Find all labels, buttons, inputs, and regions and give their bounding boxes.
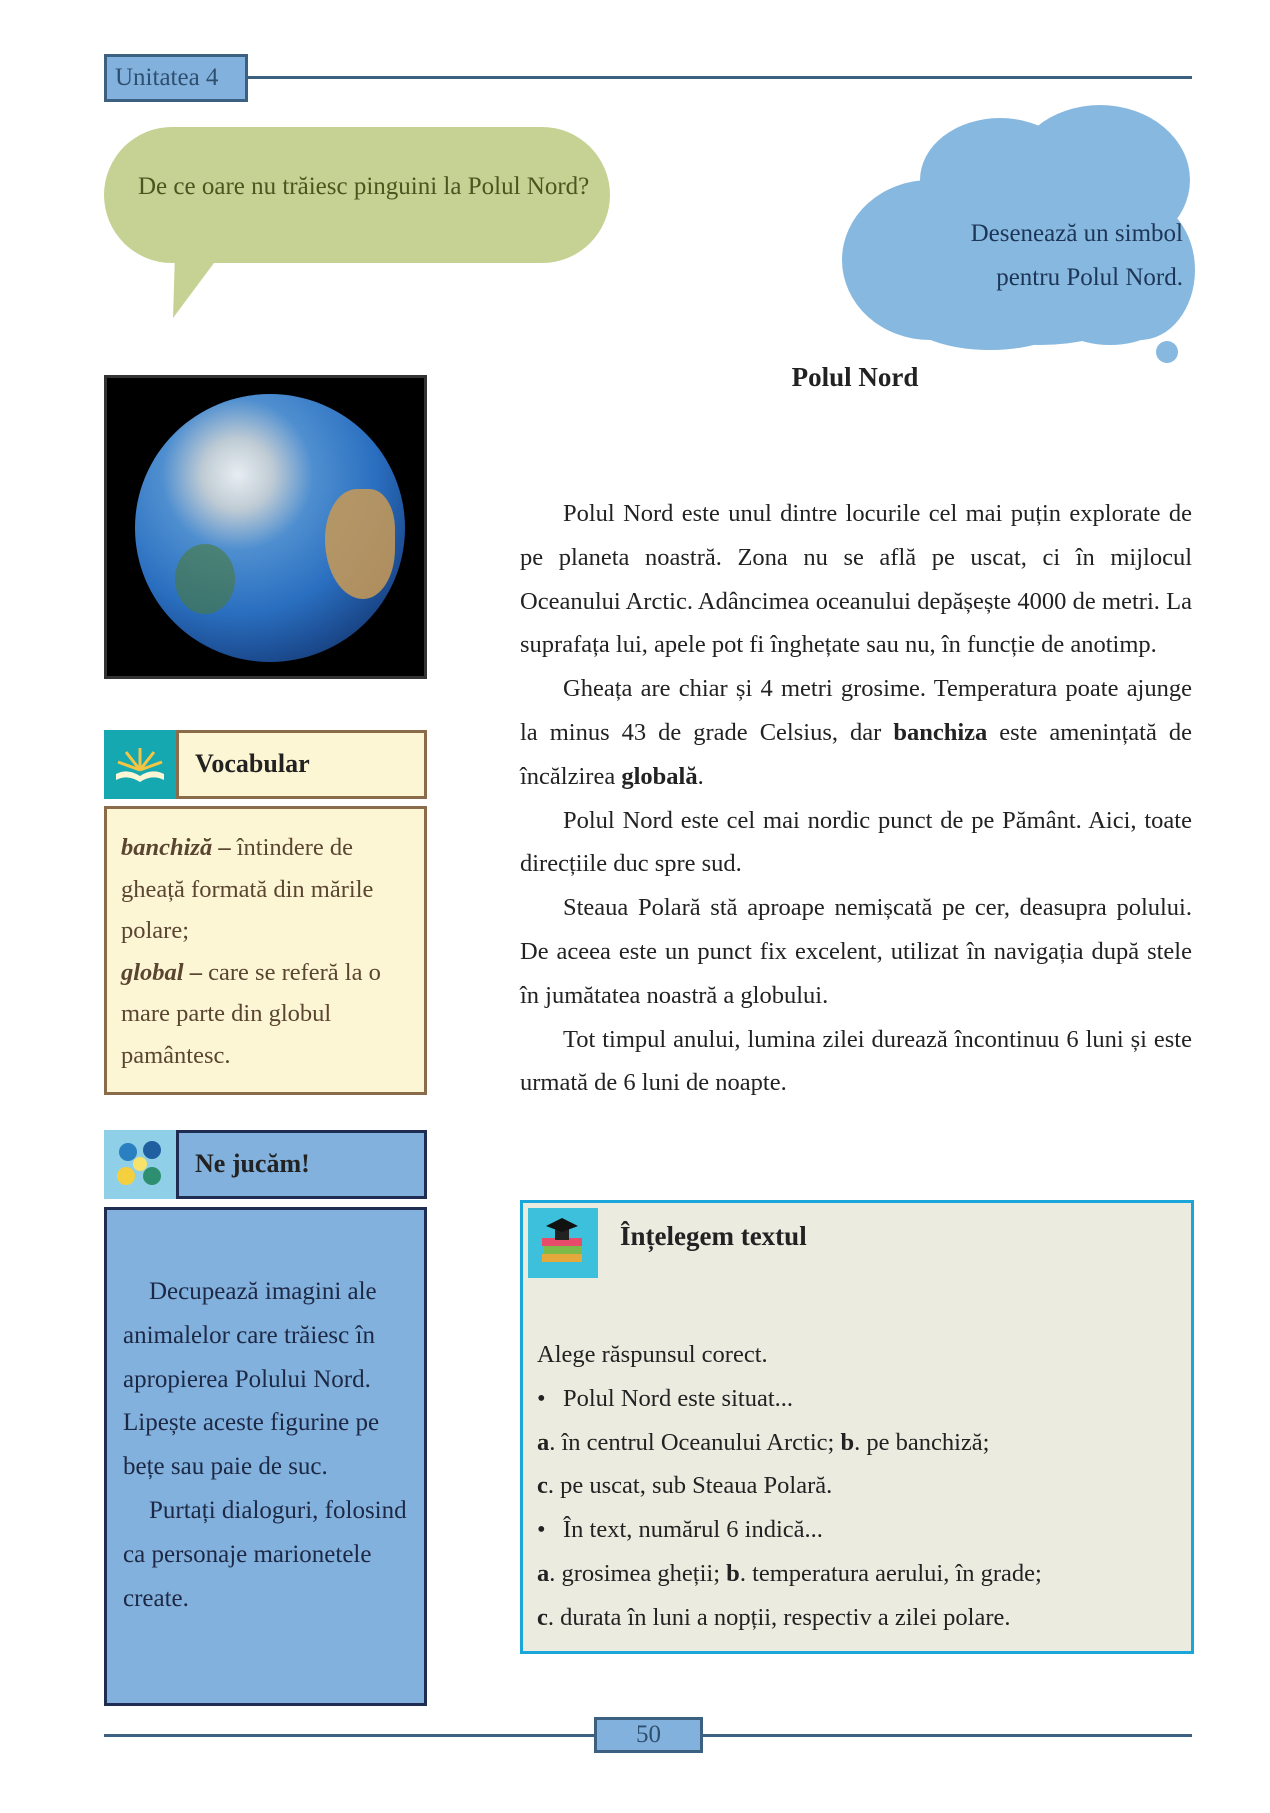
play-box [104, 1207, 427, 1706]
thought-cloud-text [858, 212, 1183, 300]
article-paragraph: Polul Nord este cel mai nordic punct de pe Pământ. Aici, toate direcțiile duc spre sud. [520, 806, 1192, 878]
header-divider [248, 76, 1192, 79]
graduation-books-icon [528, 1208, 598, 1278]
quiz-question: • În text, numărul 6 indică... [537, 1516, 823, 1544]
quiz-body [537, 1333, 1177, 1640]
earth-globe-image [104, 375, 427, 679]
hands-icon [104, 1130, 176, 1199]
article-title: Polul Nord [791, 362, 919, 392]
article-paragraph: Gheața are chiar și 4 metri grosime. Temperatura poate ajunge la minus 43 de grade Celsius, dar banchiza este amenințată de încălzirea globală. [520, 675, 1192, 790]
play-heading: Ne jucăm! [176, 1130, 427, 1199]
vocabulary-entry: global – care se referă la o mare parte din globul pamântesc. [121, 958, 381, 1069]
quiz-options: a. grosimea gheții; b. temperatura aerului, în grade; [537, 1559, 1042, 1587]
keyword-globala: globală [621, 762, 698, 790]
quiz-instruction: Alege răspunsul corect. [537, 1341, 768, 1368]
article-body [520, 492, 1192, 1105]
globe-icon [135, 394, 405, 662]
vocabulary-box [104, 806, 427, 1095]
play-paragraph: Purtați dialoguri, folosind ca personaje marionetele create. [123, 1496, 407, 1612]
thought-cloud-label: Desenează un simbol pentru Polul Nord. [970, 220, 1183, 291]
page-number: 50 [594, 1717, 703, 1753]
vocabulary-heading: Vocabular [176, 730, 427, 799]
open-book-icon [104, 730, 176, 799]
quiz-heading: Înțelegem textul [620, 1221, 807, 1251]
quiz-box [520, 1200, 1194, 1654]
article-paragraph: Tot timpul anului, lumina zilei durează încontinuu 6 luni și este urmată de 6 luni de noapte. [520, 1025, 1192, 1097]
quiz-options: a. în centrul Oceanului Arctic; b. pe banchiză; [537, 1428, 990, 1456]
keyword-banchiza: banchiza [893, 718, 988, 746]
speech-bubble: De ce oare nu trăiesc pinguini la Polul Nord? [104, 127, 610, 263]
quiz-options: c. durata în luni a nopții, respectiv a zilei polare. [537, 1603, 1011, 1631]
vocabulary-entry: banchiză – întindere de gheață formată din mările polare; [121, 834, 374, 944]
unit-label: Unitatea 4 [104, 54, 248, 102]
quiz-question: • Polul Nord este situat... [537, 1384, 794, 1412]
quiz-options: c. pe uscat, sub Steaua Polară. [537, 1472, 833, 1500]
article-paragraph: Steaua Polară stă aproape nemișcată pe cer, deasupra polului. De aceea este un punct fix excelent, utilizat în navigația după stele în jumătatea noastră a globului. [520, 894, 1192, 1009]
play-paragraph: Decupează imagini ale animalelor care trăiesc în apropierea Polului Nord. Lipește aceste figurine pe bețe sau paie de suc. [123, 1278, 380, 1481]
article-paragraph: Polul Nord este unul dintre locurile cel mai puțin explorate de pe planeta noastră. Zona nu se află pe uscat, ci în mijlocul Oceanului Arctic. Adâncimea oceanului depășește 4000 de metri. La suprafața lui, apele pot fi înghețate sau nu, în funcție de anotimp. [520, 500, 1192, 659]
